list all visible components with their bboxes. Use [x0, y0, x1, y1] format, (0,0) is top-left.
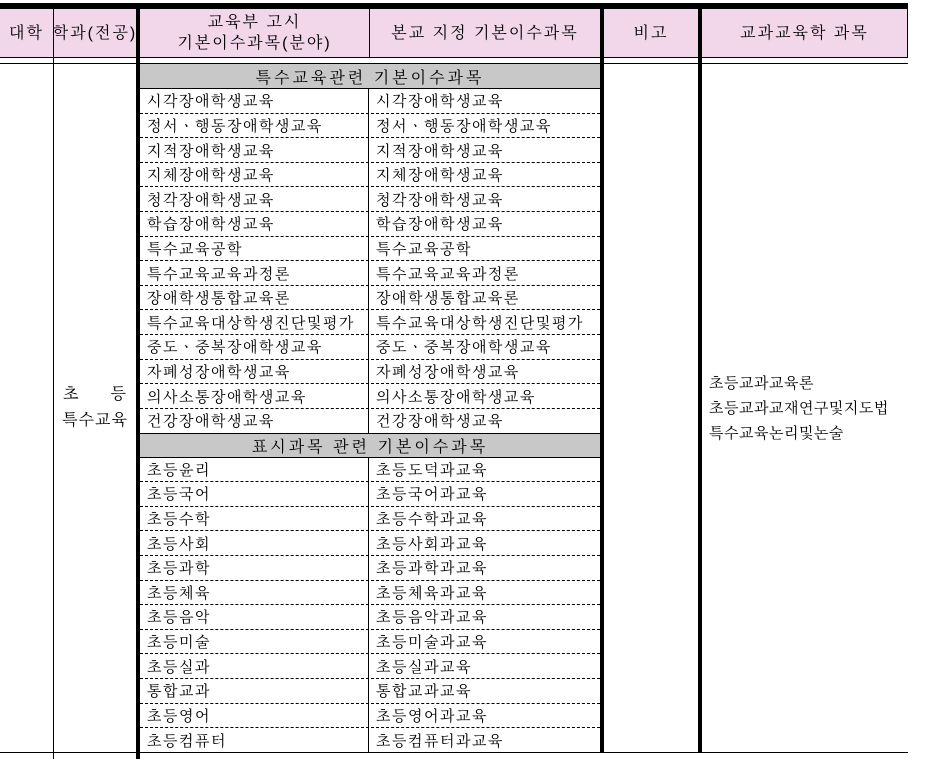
header-pedagogy [702, 9, 908, 57]
school-course-name: 초등영어과교육 [376, 707, 488, 725]
school-course-name: 정서ㆍ행동장애학생교육 [376, 117, 552, 135]
school-course-name: 장애학생통합교육론 [376, 290, 520, 308]
course-row [140, 604, 600, 629]
course-row [140, 113, 600, 138]
course-row [140, 678, 600, 703]
course-requirements-table [0, 3, 908, 759]
course-row [140, 530, 600, 555]
moe-course-name: 장애학생통합교육론 [140, 286, 369, 310]
moe-course-name: 초등체육 [140, 581, 369, 605]
course-row [140, 703, 600, 728]
pedagogy-course: 초등교과교육론 [709, 374, 814, 392]
header-divider-double-line [0, 57, 908, 64]
moe-course-name: 초등컴퓨터 [140, 728, 369, 752]
school-course-name: 의사소통장애학생교육 [376, 388, 536, 406]
course-row [140, 309, 600, 334]
school-course-name: 자폐성장애학생교육 [376, 364, 520, 381]
header-moe-line1: 교육부 고시 [207, 14, 302, 31]
pedagogy-course: 초등교과교재연구및지도법 [709, 399, 889, 417]
course-row [140, 555, 600, 580]
course-row [140, 481, 600, 506]
moe-course-name: 초등영어 [140, 704, 369, 728]
cell-department [54, 64, 140, 752]
school-course-name: 초등과학과교육 [376, 560, 488, 578]
school-course-name: 건강장애학생교육 [376, 413, 504, 431]
course-row [140, 408, 600, 433]
school-course-name: 초등실과교육 [376, 658, 472, 676]
header-university [0, 9, 54, 57]
moe-course-name: 초등윤리 [140, 458, 369, 482]
course-row [140, 285, 600, 310]
course-row [140, 211, 600, 236]
school-course-name: 학습장애학생교육 [376, 216, 504, 234]
header-note-label: 비고 [633, 24, 669, 42]
header-university-label: 대학 [9, 24, 44, 42]
header-note [604, 9, 702, 57]
school-course-name: 중도ㆍ중복장애학생교육 [376, 339, 552, 357]
moe-course-name: 정서ㆍ행동장애학생교육 [140, 114, 369, 138]
moe-course-name: 초등수학 [140, 507, 369, 531]
table-body-row [0, 64, 908, 752]
school-course-name: 지체장애학생교육 [376, 167, 504, 185]
school-course-name: 초등체육과교육 [376, 584, 488, 602]
school-course-name: 초등도덕과교육 [376, 461, 488, 479]
basic-course-subtable [140, 64, 604, 752]
header-school-courses [370, 9, 604, 57]
school-course-name: 통합교과교육 [376, 683, 472, 701]
school-course-name: 초등음악과교육 [376, 609, 488, 627]
course-row [140, 334, 600, 359]
school-course-name: 특수교육교육과정론 [376, 265, 520, 283]
course-row [140, 260, 600, 285]
school-course-name: 초등수학과교육 [376, 511, 488, 529]
course-row [140, 629, 600, 654]
header-department [54, 9, 140, 57]
moe-course-name: 초등국어 [140, 482, 369, 506]
course-row [140, 89, 600, 113]
course-row [140, 727, 600, 752]
moe-course-name: 시각장애학생교육 [140, 89, 369, 113]
school-course-name: 시각장애학생교육 [376, 93, 504, 111]
course-row [140, 383, 600, 408]
course-row [140, 359, 600, 384]
cell-university [0, 64, 54, 752]
course-row [140, 653, 600, 678]
moe-course-name: 통합교과 [140, 679, 369, 703]
next-row-border-stub [0, 753, 908, 759]
header-moe-courses [140, 9, 370, 57]
course-row [140, 137, 600, 162]
header-moe-line2: 기본이수과목(분야) [177, 35, 332, 52]
moe-course-name: 초등사회 [140, 531, 369, 555]
moe-course-name: 중도ㆍ중복장애학생교육 [140, 335, 369, 359]
moe-course-name: 초등미술 [140, 630, 369, 654]
moe-course-name: 초등음악 [140, 605, 369, 629]
moe-course-name: 초등실과 [140, 654, 369, 678]
table-header-row [0, 9, 908, 57]
cell-pedagogy [702, 64, 908, 752]
section-header: 표시과목 관련 기본이수과목 [140, 433, 600, 458]
course-row [140, 506, 600, 531]
school-course-name: 초등미술과교육 [376, 634, 488, 652]
header-pedagogy-label: 교과교육학 과목 [740, 24, 869, 42]
course-row [140, 458, 600, 482]
moe-course-name: 의사소통장애학생교육 [140, 384, 369, 408]
header-department-label: 학과(전공) [52, 24, 138, 42]
moe-course-name: 학습장애학생교육 [140, 212, 369, 236]
moe-course-name: 특수교육공학 [140, 237, 369, 261]
pedagogy-course-list [702, 371, 908, 446]
moe-course-name: 특수교육대상학생진단및평가 [140, 310, 369, 334]
department-name [54, 382, 136, 434]
moe-course-name: 건강장애학생교육 [140, 409, 369, 433]
pedagogy-course: 특수교육논리및논술 [709, 424, 844, 442]
section-header: 특수교육관련 기본이수과목 [140, 64, 600, 89]
course-row [140, 236, 600, 261]
cell-note [604, 64, 702, 752]
school-course-name: 초등국어과교육 [376, 486, 488, 504]
moe-course-name: 지체장애학생교육 [140, 163, 369, 187]
course-row [140, 580, 600, 605]
school-course-name: 지적장애학생교육 [376, 142, 504, 160]
course-row [140, 186, 600, 211]
course-row [140, 162, 600, 187]
moe-course-name: 청각장애학생교육 [140, 187, 369, 211]
school-course-name: 초등사회과교육 [376, 535, 488, 553]
moe-course-name: 특수교육교육과정론 [140, 261, 369, 285]
department-line1: 초 등 [63, 386, 127, 403]
school-course-name: 초등컴퓨터과교육 [376, 732, 504, 750]
header-school-label: 본교 지정 기본이수과목 [391, 24, 579, 42]
school-course-name: 특수교육대상학생진단및평가 [376, 314, 584, 332]
moe-course-name: 자폐성장애학생교육 [140, 360, 369, 384]
moe-course-name: 초등과학 [140, 556, 369, 580]
school-course-name: 청각장애학생교육 [376, 191, 504, 209]
moe-course-name: 지적장애학생교육 [140, 138, 369, 162]
department-line2: 특수교육 [62, 412, 128, 429]
school-course-name: 특수교육공학 [376, 240, 472, 258]
